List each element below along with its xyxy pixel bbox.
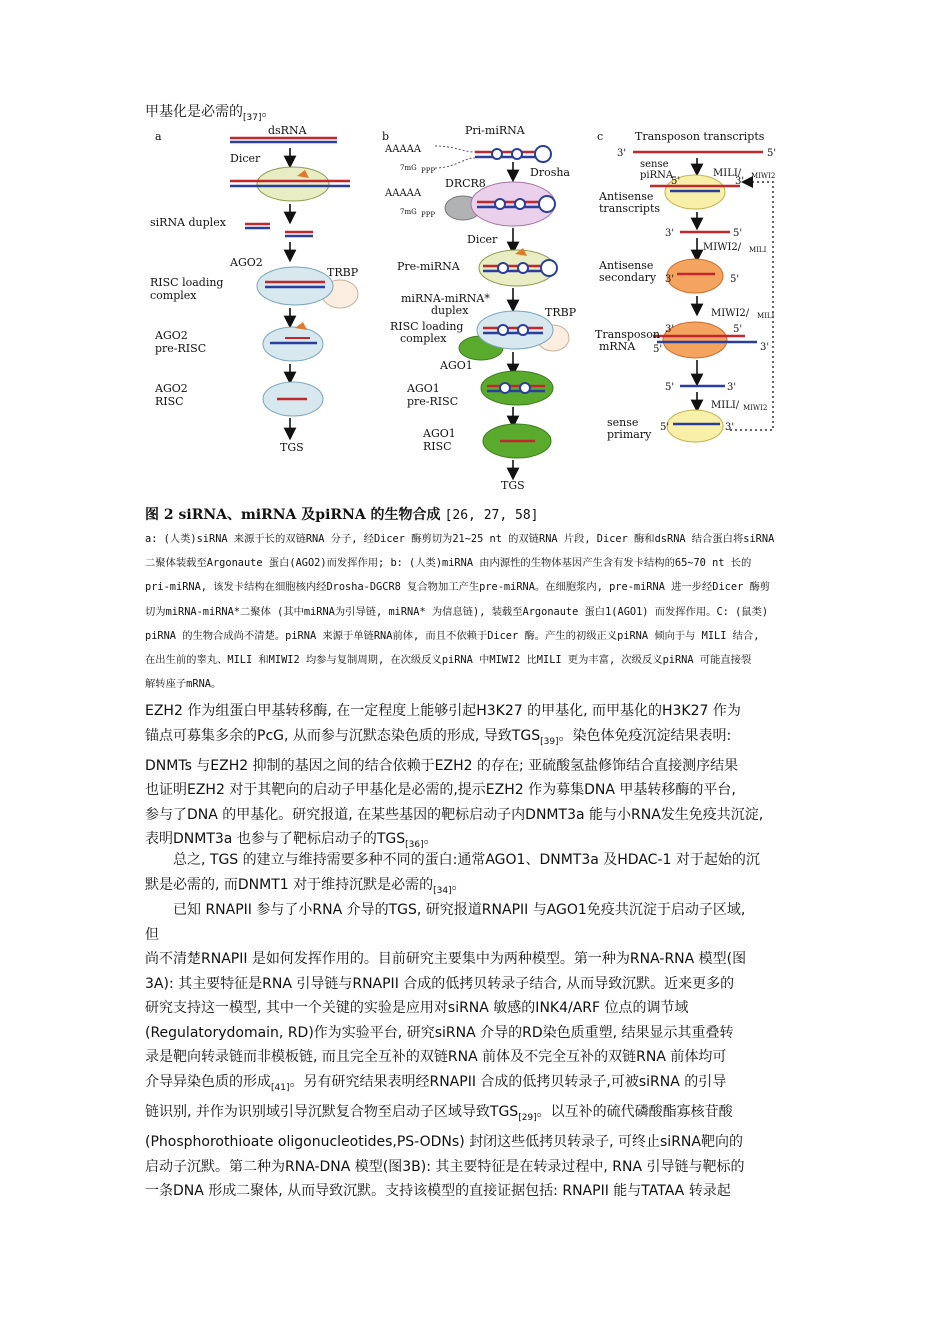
- label-mili-3: MILI: [757, 312, 775, 320]
- label-secondary: secondary: [599, 271, 657, 284]
- text-line: 链识别, 并作为识别域引导沉默复合物至启动子区域导致$TGS_{[29]}$。以互补的硫代磷酸酯寡核苷酸: [145, 1103, 733, 1123]
- text-line: 也证明EZH2 对于其靶向的启动子甲基化是必需的,提示EZH2 作为募集DNA 甲基转移酶的平台,: [145, 782, 736, 799]
- label-c-5p-4: 5': [730, 274, 740, 285]
- label-c-3p-3: 3': [665, 228, 675, 239]
- panel-b: [382, 124, 577, 492]
- label-pre-risc-b: pre-RISC: [407, 395, 459, 408]
- caption-line: piRNA 的生物合成尚不清楚。piRNA 来源于单链RNA前体, 而且不依赖于Dicer 酶。产生的初级正义piRNA 倾向于与 MILI 结合,: [145, 629, 760, 642]
- label-c-5p-5: 5': [733, 324, 743, 335]
- figure-caption-body: [145, 527, 810, 696]
- label-mrna: mRNA: [599, 340, 636, 353]
- text-line: DNMTs 与EZH2 抑制的基因之间的结合依赖于EZH2 的存在; 亚硫酸氢盐修饰结合直接测序结果: [145, 757, 739, 774]
- rna-biogenesis-figure: [145, 124, 800, 494]
- label-c-3p-2: 3': [735, 176, 745, 187]
- text-line: (Regulatorydomain, RD)作为实验平台, 研究siRNA 介导的RD染色质重塑, 结果显示其重叠转: [145, 1024, 734, 1041]
- label-risc-b: RISC: [423, 440, 452, 453]
- caption-line: a: (人类)siRNA 来源于长的双链RNA 分子, 经Dicer 酶剪切为21~25 nt 的双链RNA 片段, Dicer 酶和dsRNA 结合蛋白将siRNA: [145, 533, 775, 545]
- label-mili-1: MILI/: [713, 168, 742, 179]
- label-c-5p-8: 5': [660, 422, 670, 433]
- label-pre-mirna: Pre-miRNA: [397, 260, 460, 273]
- figure-caption-title: 图 2 siRNA、miRNA 及piRNA 的生物合成 [26, 27, 58]: [145, 507, 539, 523]
- text-line: 默是必需的, 而DNMT1 对于维持沉默是必需的$_{[34]}$。: [145, 876, 466, 896]
- text-line: 总之, TGS 的建立与维持需要多种不同的蛋白:通常AGO1、DNMT3a 及HDAC-1 对于起始的沉: [145, 852, 760, 868]
- label-miwi2-3: MIWI2/: [711, 308, 750, 319]
- caption-line: 二聚体装载至Argonaute 蛋白(AGO2)而发挥作用; b: (人类)miRNA 由内源性的生物体基因产生含有发卡结构的65~70 nt 长的: [145, 557, 752, 570]
- label-duplex: duplex: [431, 304, 469, 317]
- label-sense: sense: [640, 159, 669, 170]
- label-c-3p-6: 3': [760, 342, 770, 353]
- label-sense-2: sense: [607, 416, 639, 429]
- label-ago1-b1: AGO1: [440, 359, 473, 372]
- label-risc-loading-b: RISC loading: [390, 320, 464, 333]
- label-trbp-a: TRBP: [327, 266, 359, 279]
- label-c-3p-1: 3': [617, 148, 627, 159]
- text-line: EZH2 作为组蛋白甲基转移酶, 在一定程度上能够引起H3K27 的甲基化, 而甲基化的H3K27 作为: [145, 703, 741, 719]
- text-line: 研究支持这一模型, 其中一个关键的实验是应用对siRNA 敏感的INK4/ARF 位点的调节域: [145, 1000, 689, 1016]
- label-ago2-a1: AGO2: [230, 256, 263, 269]
- caption-line: 在出生前的睾丸、MILI 和MIWI2 均参与复制周期, 在次级反义piRNA 中MIWI2 比MILI 更为丰富, 次级反义piRNA 可能直接裂: [145, 654, 752, 667]
- label-aaaaa-2: AAAAA: [385, 188, 422, 199]
- panel-a: [150, 124, 359, 454]
- label-risc-a: RISC: [155, 395, 184, 408]
- label-dicer-b: Dicer: [467, 233, 498, 246]
- label-antisense-1: Antisense: [599, 190, 654, 203]
- label-tgs-b: TGS: [501, 479, 525, 492]
- label-c-5p-3: 5': [733, 228, 743, 239]
- label-c-3p-7: 3': [727, 382, 737, 393]
- label-ago1-b2: AGO1: [407, 382, 440, 395]
- label-7mg-1: 7mG: [400, 164, 417, 172]
- text-line: 介导异染色质的形成$_{[41]}$。另有研究结果表明经RNAPII 合成的低拷贝转录子,可被siRNA 的引导: [145, 1073, 727, 1093]
- label-dsrna: dsRNA: [268, 124, 307, 137]
- label-pri-mirna: Pri-miRNA: [465, 124, 525, 137]
- paragraph-rnapii: [145, 898, 810, 1204]
- text-line: 表明DNMT3a 也参与了靶标启动子的$TGS_{[36]}$。: [145, 831, 438, 851]
- label-miwi2-2: MIWI2/: [703, 242, 742, 253]
- label-mili-4: MILI/: [711, 400, 740, 411]
- text-line: 一条DNA 形成二聚体, 从而导致沉默。支持该模型的直接证据包括: RNAPII 能与TATAA 转录起: [145, 1183, 731, 1200]
- label-c-3p-8: 3': [725, 422, 735, 433]
- label-ago2-a2: AGO2: [155, 329, 188, 342]
- label-aaaaa-1: AAAAA: [385, 144, 422, 155]
- caption-line: 解转座子mRNA。: [145, 678, 222, 691]
- label-trbp-b: TRBP: [545, 306, 577, 319]
- text-line: 锚点可募集多余的PcG, 从而参与沉默态染色质的形成, 导致$TGS_{[39]}$。染色体免疫沉淀结果表明:: [145, 727, 732, 747]
- text-line: 已知 RNAPII 参与了小RNA 介导的TGS, 研究报道RNAPII 与AGO1免疫共沉淀于启动子区域,: [145, 902, 746, 918]
- label-ago1-b3: AGO1: [423, 427, 456, 440]
- label-drosha: Drosha: [530, 166, 570, 179]
- label-drcr8: DRCR8: [445, 177, 486, 190]
- label-tgs-a: TGS: [280, 441, 304, 454]
- continued-text-line: 甲基化是必需的$_{[37]}$。: [145, 104, 276, 123]
- label-pirna: piRNA: [640, 170, 674, 181]
- label-transcripts: transcripts: [599, 202, 661, 215]
- panel-c-tag: c: [597, 130, 604, 143]
- label-complex-b: complex: [400, 332, 447, 345]
- label-c-3p-4: 3': [665, 274, 675, 285]
- text-line: 尚不清楚RNAPII 是如何发挥作用的。目前研究主要集中为两种模型。第一种为RNA-RNA 模型(图: [145, 951, 747, 967]
- label-c-3p-5: 3': [665, 324, 675, 335]
- label-c-5p-1: 5': [767, 148, 777, 159]
- label-mili-2: MILI: [749, 246, 767, 254]
- label-ago2-a3: AGO2: [155, 382, 188, 395]
- label-ppp-1: PPP: [421, 167, 436, 175]
- text-line: 但: [145, 926, 159, 943]
- text-line: (Phosphorothioate oligonucleotides,PS-ODNs) 封闭这些低拷贝转录子, 可终止siRNA靶向的: [145, 1134, 743, 1151]
- label-c-5p-6: 5': [653, 344, 663, 355]
- label-c-5p-7: 5': [665, 382, 675, 393]
- caption-line: 切为miRNA-miRNA*二聚体 (其中miRNA为引导链, miRNA* 为信息链), 装载至Argonaute 蛋白1(AGO1) 而发挥作用。C: (鼠类): [145, 605, 769, 618]
- label-primary: primary: [607, 428, 652, 441]
- label-transposon: Transposon: [595, 328, 660, 341]
- label-7mg-2: 7mG: [400, 208, 417, 216]
- panel-a-tag: a: [155, 130, 162, 143]
- paragraph-summary: [145, 848, 810, 903]
- label-dicer: Dicer: [230, 152, 261, 165]
- label-complex-a: complex: [150, 289, 197, 302]
- text-line: 启动子沉默。第二种为RNA-DNA 模型(图3B): 其主要特征是在转录过程中, RNA 引导链与靶标的: [145, 1158, 745, 1175]
- label-mirna-duplex: miRNA-miRNA*: [401, 292, 490, 305]
- label-sirna-duplex: siRNA duplex: [150, 216, 226, 229]
- panel-c: [595, 130, 776, 442]
- paragraph-ezh2: [145, 699, 810, 858]
- text-line: 3A): 其主要特征是RNA 引导链与RNAPII 合成的低拷贝转录子结合, 从而导致沉默。近来更多的: [145, 975, 735, 992]
- label-c-5p-2: 5': [671, 176, 681, 187]
- label-ppp-2: PPP: [421, 211, 436, 219]
- label-transposon-transcripts: Transposon transcripts: [635, 130, 765, 143]
- text-line: 录是靶向转录链而非模板链, 而且完全互补的双链RNA 前体及不完全互补的双链RNA 前体均可: [145, 1049, 727, 1065]
- label-miwi2-1: MIWI2: [751, 172, 776, 180]
- label-miwi2-4: MIWI2: [743, 404, 768, 412]
- label-risc-loading-a: RISC loading: [150, 276, 224, 289]
- text-line: 参与了DNA 的甲基化。研究报道, 在某些基因的靶标启动子内DNMT3a 能与小RNA发生免疫共沉淀,: [145, 806, 764, 823]
- label-pre-risc-a: pre-RISC: [155, 342, 207, 355]
- caption-line: pri-miRNA, 该发卡结构在细胞核内经Drosha-DGCR8 复合物加工产生pre-miRNA。在细胞浆内, pre-miRNA 进一步经Dicer 酶剪: [145, 581, 771, 594]
- label-antisense-2: Antisense: [599, 259, 654, 272]
- panel-b-tag: b: [382, 130, 390, 143]
